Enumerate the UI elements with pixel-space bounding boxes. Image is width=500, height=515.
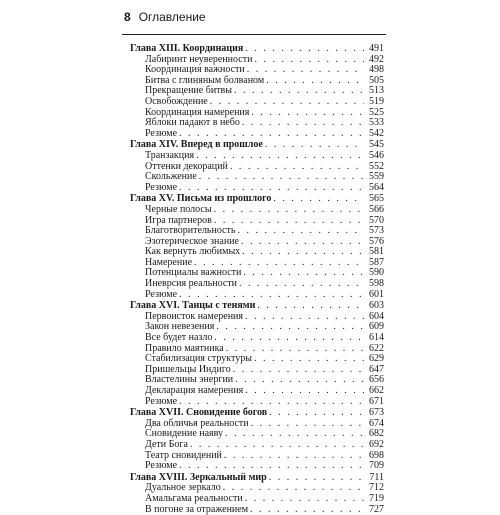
toc-entry-title: Черные полосы xyxy=(145,203,212,215)
dot-leader xyxy=(254,55,364,66)
dot-leader xyxy=(245,494,364,505)
toc-entry-title: Пришельцы Индиго xyxy=(145,363,231,375)
dot-leader xyxy=(247,65,364,76)
dot-leader xyxy=(250,505,364,515)
toc-entry-title: Иневрсия реальности xyxy=(145,278,238,290)
dot-leader xyxy=(233,365,364,376)
dot-leader xyxy=(245,312,364,323)
toc-chapter-entry xyxy=(130,44,384,55)
toc-entry-title: Закон невезения xyxy=(145,321,215,333)
toc-entry-title: Благотворительность xyxy=(145,225,236,237)
toc-section-entry xyxy=(130,397,384,408)
toc-entry-page: 656 xyxy=(369,374,384,386)
dot-leader xyxy=(214,205,364,216)
toc-entry-page: 614 xyxy=(369,332,384,344)
dot-leader xyxy=(241,237,364,248)
dot-leader xyxy=(179,397,364,408)
dot-leader xyxy=(223,483,364,494)
dot-leader xyxy=(242,118,364,129)
toc-entry-title: Глава XVII. Сновидение богов xyxy=(130,407,268,419)
toc-entry-title: Намерение xyxy=(145,256,193,268)
dot-leader xyxy=(257,301,364,312)
toc-entry-page: 604 xyxy=(369,310,384,322)
toc-entry-page: 719 xyxy=(369,492,384,504)
dot-leader xyxy=(273,194,364,205)
dot-leader xyxy=(179,183,364,194)
toc-entry-title: Все будет назло xyxy=(145,332,213,344)
toc-entry-page: 662 xyxy=(369,385,384,396)
toc-entry-page: 505 xyxy=(369,74,384,86)
toc-entry-title: Глава XIV. Вперед в прошлое xyxy=(130,139,263,151)
toc-entry-page: 673 xyxy=(369,407,384,419)
toc-entry-title: Битва с глиняным болваном xyxy=(145,74,265,86)
dot-leader xyxy=(225,429,364,440)
toc-entry-title: Координация важности xyxy=(145,64,245,76)
dot-leader xyxy=(179,129,364,140)
toc-entry-title: Театр сновидений xyxy=(145,449,222,461)
toc-entry-page: 712 xyxy=(369,482,384,494)
toc-entry-title: Яблоки падают в небо xyxy=(145,117,240,129)
toc-entry-page: 559 xyxy=(369,171,384,183)
toc-entry-page: 671 xyxy=(369,395,384,407)
toc-entry-page: 533 xyxy=(369,117,384,129)
toc-entry-page: 692 xyxy=(369,438,384,450)
toc-section-entry xyxy=(130,183,384,194)
toc-entry-title: Глава XVI. Танцы с тенями xyxy=(130,300,256,312)
dot-leader xyxy=(179,290,364,301)
toc-entry-title: Координация намерения xyxy=(145,106,250,118)
page-number: 8 xyxy=(124,10,131,24)
dot-leader xyxy=(234,86,364,97)
dot-leader xyxy=(214,216,364,227)
toc-section-entry xyxy=(130,386,384,397)
toc-entry-page: 629 xyxy=(369,353,384,365)
dot-leader xyxy=(214,333,364,344)
toc-entry-title: Лабиринт неуверенности xyxy=(145,53,253,65)
toc-entry-page: 587 xyxy=(369,256,384,268)
dot-leader xyxy=(237,226,364,237)
toc-entry-page: 727 xyxy=(369,503,384,515)
dot-leader xyxy=(243,268,364,279)
toc-entry-page: 570 xyxy=(369,214,384,226)
toc-entry-page: 566 xyxy=(369,203,384,215)
toc-entry-title: Как вернуть любимых xyxy=(145,246,241,258)
dot-leader xyxy=(266,76,364,87)
toc-entry-title: Оттенки декораций xyxy=(145,160,228,172)
dot-leader xyxy=(254,354,364,365)
toc-entry-title: Транзакция xyxy=(145,149,195,161)
toc-entry-page: 492 xyxy=(369,53,384,65)
dot-leader xyxy=(216,322,364,333)
toc-entry-page: 598 xyxy=(369,278,384,290)
toc-entry-page: 590 xyxy=(369,267,384,279)
dot-leader xyxy=(210,97,364,108)
dot-leader xyxy=(199,172,364,183)
toc-section-entry xyxy=(130,129,384,140)
toc-entry-title: Дети Бога xyxy=(145,438,188,450)
table-of-contents xyxy=(130,43,384,515)
toc-entry-page: 601 xyxy=(369,288,384,300)
toc-entry-title: Игра партнеров xyxy=(145,214,212,226)
dot-leader xyxy=(269,473,364,484)
toc-entry-page: 698 xyxy=(369,449,384,461)
dot-leader xyxy=(265,140,364,151)
toc-entry-page: 542 xyxy=(369,127,384,139)
toc-entry-title: Декларация намерения xyxy=(145,385,244,396)
toc-entry-title: Глава XVIII. Зеркальный мир xyxy=(130,471,267,483)
toc-entry-page: 609 xyxy=(369,321,384,333)
toc-entry-title: В погоне за отражением xyxy=(145,503,249,515)
toc-entry-page: 513 xyxy=(369,85,384,97)
toc-entry-page: 498 xyxy=(369,64,384,76)
toc-entry-page: 576 xyxy=(369,235,384,247)
toc-entry-title: Прекращение битвы xyxy=(145,85,232,97)
toc-entry-title: Резюме xyxy=(145,181,178,193)
dot-leader xyxy=(224,451,364,462)
toc-entry-title: Дуальное зеркало xyxy=(145,482,221,494)
toc-entry-page: 491 xyxy=(369,43,384,54)
toc-entry-title: Два обличья реальности xyxy=(145,417,249,429)
toc-entry-title: Первоисток намерения xyxy=(145,310,243,322)
toc-entry-title: Глава XV. Письма из прошлого xyxy=(130,193,272,205)
toc-entry-title: Эзотерическое знание xyxy=(145,235,239,247)
dot-leader xyxy=(245,386,364,397)
toc-entry-title: Властелины энергии xyxy=(145,374,234,386)
toc-section-entry xyxy=(130,151,384,162)
toc-entry-title: Сновидение наяву xyxy=(145,428,224,440)
toc-entry-page: 603 xyxy=(369,300,384,312)
dot-leader xyxy=(179,461,364,472)
toc-entry-page: 552 xyxy=(369,160,384,172)
toc-entry-page: 674 xyxy=(369,417,384,429)
dot-leader xyxy=(251,108,364,119)
toc-entry-title: Амальгама реальности xyxy=(145,492,243,504)
toc-section-entry xyxy=(130,97,384,108)
toc-entry-page: 622 xyxy=(369,342,384,354)
toc-section-entry xyxy=(130,494,384,505)
toc-entry-title: Освобождение xyxy=(145,95,208,107)
toc-entry-page: 647 xyxy=(369,363,384,375)
dot-leader xyxy=(242,247,364,258)
toc-entry-page: 581 xyxy=(369,246,384,258)
toc-entry-page: 525 xyxy=(369,106,384,118)
toc-entry-title: Скольжение xyxy=(145,171,197,183)
running-header xyxy=(124,10,206,24)
toc-section-entry xyxy=(130,505,384,515)
toc-section-entry xyxy=(130,461,384,472)
dot-leader xyxy=(269,408,364,419)
toc-entry-title: Резюме xyxy=(145,460,178,472)
toc-section-entry xyxy=(130,205,384,216)
toc-entry-page: 711 xyxy=(369,471,384,483)
toc-entry-title: Стабилизация структуры xyxy=(145,353,252,365)
toc-entry-page: 546 xyxy=(369,149,384,161)
dot-leader xyxy=(196,151,364,162)
toc-entry-page: 573 xyxy=(369,225,384,237)
dot-leader xyxy=(251,419,364,430)
toc-entry-title: Правило маятника xyxy=(145,342,224,354)
dot-leader xyxy=(190,440,364,451)
dot-leader xyxy=(245,44,364,55)
header-rule xyxy=(122,34,386,35)
dot-leader xyxy=(239,279,364,290)
toc-entry-page: 565 xyxy=(369,193,384,205)
dot-leader xyxy=(235,375,364,386)
toc-entry-page: 545 xyxy=(369,139,384,151)
toc-entry-page: 709 xyxy=(369,460,384,472)
toc-entry-page: 564 xyxy=(369,181,384,193)
toc-entry-title: Глава XIII. Координация xyxy=(130,43,244,54)
toc-section-entry xyxy=(130,440,384,451)
header-title: Оглавление xyxy=(138,10,206,24)
toc-entry-page: 519 xyxy=(369,95,384,107)
toc-entry-title: Резюме xyxy=(145,288,178,300)
toc-entry-title: Потенциалы важности xyxy=(145,267,242,279)
toc-entry-title: Резюме xyxy=(145,395,178,407)
toc-entry-page: 682 xyxy=(369,428,384,440)
dot-leader xyxy=(230,162,364,173)
toc-section-entry xyxy=(130,290,384,301)
toc-entry-title: Резюме xyxy=(145,127,178,139)
